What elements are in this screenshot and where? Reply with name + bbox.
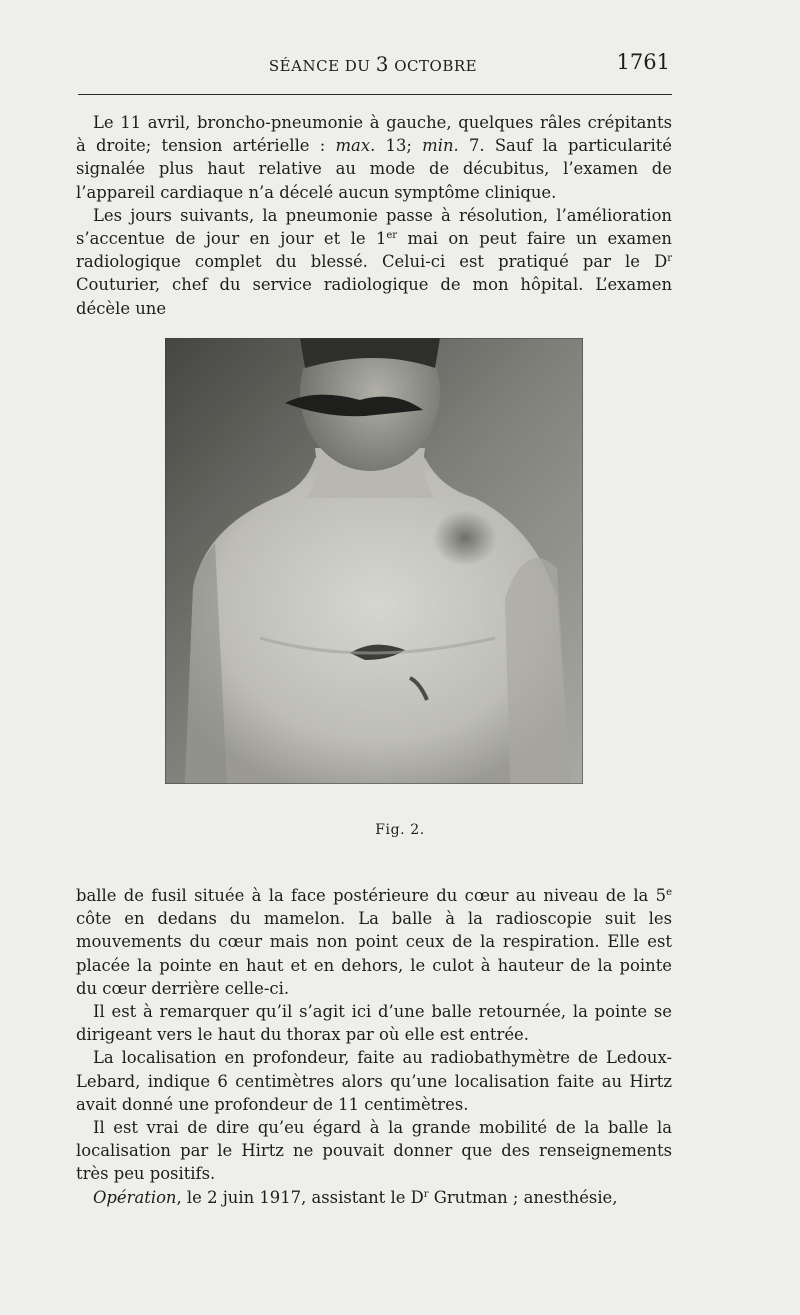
text-run: , le 2 juin 1917, assistant le D — [176, 1187, 424, 1207]
body-text-bottom — [76, 884, 672, 1209]
text-run: côte en dedans du mamelon. La balle à la radioscopie suit les mouvements du cœur mais non point ceux de la respiration. Elle est placée la pointe en haut et en dehors, le culot à hauteur de la pointe du cœur derrière celle-ci. — [76, 909, 672, 998]
text-run: Les jours suivants, la pneumonie passe à résolution, l’amélioration s’accentue de jour en jour et le 1 — [76, 205, 672, 249]
italic-run: Opération — [93, 1187, 177, 1207]
text-run: 13; — [375, 136, 423, 156]
header-title-part: OCTOBRE — [388, 57, 478, 75]
superscript: r — [667, 253, 672, 265]
header-title-day: 3 — [375, 52, 389, 76]
italic-run: max. — [335, 136, 376, 156]
paragraph — [76, 204, 672, 320]
text-run: Couturier, chef du service radiologique de mon hôpital. L’examen décèle une — [76, 275, 672, 318]
photo-patient-torso — [165, 338, 583, 784]
paragraph — [76, 111, 672, 204]
text-run: La localisation en profondeur, faite au radiobathymètre de Ledoux-Lebard, indique 6 centimètres alors qu’une localisation faite au Hirtz avait donné une profondeur de 11 centimètres. — [76, 1048, 672, 1114]
paragraph — [76, 884, 672, 1000]
running-header — [76, 52, 670, 86]
text-run: Il est vrai de dire qu’eu égard à la grande mobilité de la balle la localisation par le Hirtz ne pouvait donner que des renseignements très peu positifs. — [76, 1118, 672, 1184]
italic-run: min. — [422, 136, 459, 156]
text-run: Grutman ; anesthésie, — [428, 1187, 618, 1207]
paragraph — [76, 1000, 672, 1046]
superscript: r — [423, 1188, 429, 1200]
header-title — [76, 52, 670, 76]
text-run: balle de fusil située à la face postérieure du cœur au niveau de la 5 — [76, 886, 667, 905]
text-run: Il est à remarquer qu’il s’agit ici d’une balle retournée, la pointe se dirigeant vers le haut du thorax par où elle est entrée. — [76, 1002, 672, 1045]
page-number: 1761 — [616, 50, 670, 74]
header-title-part: SÉANCE DU — [268, 57, 376, 75]
superscript: er — [386, 230, 398, 242]
text-run: Le 11 avril, broncho-pneumonie à gauche, quelques râles crépitants à droite; tension artérielle : — [76, 113, 672, 156]
body-text-top — [76, 111, 672, 320]
figure-caption: Fig. 2. — [375, 822, 425, 838]
text-run: 7. Sauf la particularité signalée plus haut relative au mode de décubitus, l’examen de l’appareil cardiaque n’a décelé aucun symptôme clinique. — [76, 136, 672, 202]
paragraph — [76, 1046, 672, 1116]
figure-photograph — [165, 338, 583, 784]
header-rule — [78, 94, 672, 95]
superscript: e — [666, 887, 672, 898]
paragraph — [76, 1186, 672, 1209]
text-run: mai on peut faire un examen radiologique complet du blessé. Celui-ci est pratiqué par le D — [76, 229, 672, 272]
paragraph — [76, 1116, 672, 1186]
